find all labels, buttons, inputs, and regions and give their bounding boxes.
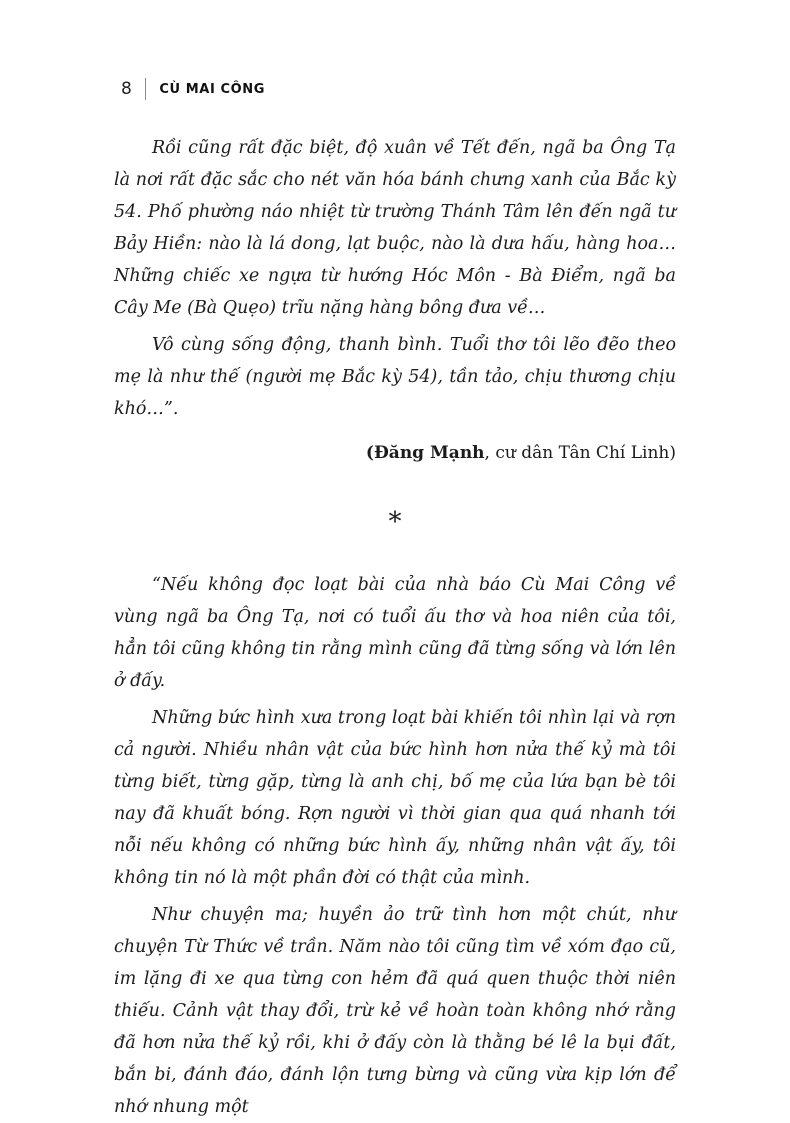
quote1-attribution (114, 437, 676, 469)
quote2-paragraph-3: Như chuyện ma; huyền ảo trữ tình hơn một chút, như chuyện Từ Thức về trần. Năm nào tôi cũng tìm về xóm đạo cũ, im lặng đi xe qua từng con hẻm đã quá quen thuộc thời niên thiếu. Cảnh vật thay đổi, trừ kẻ về hoàn toàn không nhớ rằng đã hơn nửa thế kỷ rồi, khi ở đấy còn là thằng bé lê la bụi đất, bắn bi, đánh đáo, đánh lộn tưng bừng và cũng vừa kịp lớn để nhớ nhung một (114, 905, 676, 1117)
section-separator-asterisk: * (388, 507, 402, 537)
quote2-paragraph-2: Những bức hình xưa trong loạt bài khiến tôi nhìn lại và rợn cả người. Nhiều nhân vật của bức hình hơn nửa thế kỷ mà tôi từng biết, từng gặp, từng là anh chị, bố mẹ của lứa bạn bè tôi nay đã khuất bóng. Rợn người vì thời gian qua quá nhanh tới nỗi nếu không có những bức hình ấy, những nhân vật ấy, tôi không tin nó là một phần đời có thật của mình. (114, 708, 676, 888)
page-number: 8 (121, 79, 132, 99)
header-divider (145, 78, 147, 100)
attribution-detail: , cư dân Tân Chí Linh) (484, 443, 676, 463)
quote1-paragraph-1: Rồi cũng rất đặc biệt, độ xuân về Tết đến, ngã ba Ông Tạ là nơi rất đặc sắc cho nét văn hóa bánh chưng xanh của Bắc kỳ 54. Phố phường náo nhiệt từ trường Thánh Tâm lên đến ngã tư Bảy Hiền: nào là lá dong, lạt buộc, nào là dưa hấu, hàng hoa… Những chiếc xe ngựa từ hướng Hóc Môn - Bà Điểm, ngã ba Cây Me (Bà Quẹo) trĩu nặng hàng bông đưa về… (114, 138, 676, 318)
attribution-author: Đăng Mạnh (373, 443, 485, 463)
page-body (114, 132, 676, 1123)
attribution-open-paren: ( (365, 443, 374, 463)
running-header (121, 78, 265, 100)
quote1-paragraph-2: Vô cùng sống động, thanh bình. Tuổi thơ tôi lẽo đẽo theo mẹ là như thế (người mẹ Bắc kỳ 54), tần tảo, chịu thương chịu khó…”. (114, 335, 676, 419)
quote2-paragraph-1: “Nếu không đọc loạt bài của nhà báo Cù Mai Công về vùng ngã ba Ông Tạ, nơi có tuổi ấu thơ và hoa niên của tôi, hẳn tôi cũng không tin rằng mình cũng đã từng sống và lớn lên ở đấy. (114, 575, 676, 691)
running-title: CÙ MAI CÔNG (159, 81, 266, 97)
